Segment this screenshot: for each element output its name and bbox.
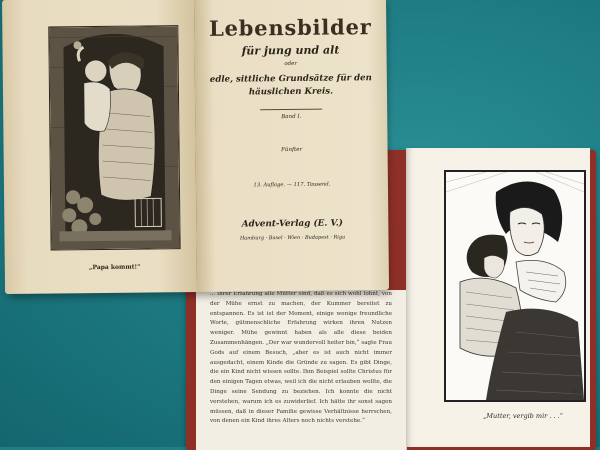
frontispiece-illustration: [48, 25, 180, 250]
publisher-name: Advent-Verlag (E. V.): [204, 218, 380, 230]
book-subtitle-oder: oder: [203, 60, 379, 68]
volume-label: Band I.: [203, 113, 379, 121]
svg-text:RG: RG: [572, 389, 582, 396]
book-subtitle-line3-text: häuslichen Kreis.: [203, 85, 379, 100]
illustration-caption: „Mutter, vergib mir . . .“: [468, 412, 578, 420]
book-subtitle-line2-text: edle, sittliche Grundsätze für den: [203, 72, 379, 87]
book-title: Lebensbilder: [202, 14, 378, 41]
back-book-right-page: [406, 148, 590, 447]
front-book-left-page: [2, 0, 197, 294]
mother-child-illustration: [444, 170, 586, 402]
window-scene-engraving: [49, 26, 179, 249]
back-book-left-page: [196, 290, 407, 450]
frontispiece-caption: „Papa kommt!“: [75, 263, 155, 271]
volume-ordinal: Fünfter: [204, 146, 380, 154]
back-book-page-text: ... ihrer Erfahrung alle Mütter sind, daß es sich wohl lohnt, von der Mühe ernst zu machen, der Kummer bereitet zu entspannen. Es ist ist der Moment, einige wenige freundliche Worte, gütmenschliche Erfahrung wirken ihren Nutzen weniger. Mühe gewinnt haben als alle diese beiden Zusammenhängen. „Der war wundervoll heiter bin,“ sagte Frau Gods auf einem Besuch, „aber es ist auch nicht immer ausgedacht, einem Kinde die Gründe zu sagen. Es gibt Dinge, die ein Kind nicht wissen sollte. Ihm Beispiel sollte Christus für den einigen Tagen etwas, weil ich die nicht erlauben wollte, die Dinge seine Sendung zu beziehen. Ich konnte die nicht verstehen, warum ich es zuwiderlief. Ich hätte ihr sonst sagen müssen, daß in dieser Familie gewisse Verhältnisse herrschen, von denen ein Kind ihres Alters noch nichts verstehe.“: [210, 290, 392, 427]
front-book: [2, 0, 389, 298]
publisher-cities: Hamburg · Basel · Wien · Budapest · Riga: [204, 234, 380, 242]
edition-line: 13. Auflage. — 117. Tausend.: [204, 181, 380, 189]
book-subtitle-line2: [203, 72, 379, 100]
book-subtitle-line1: für jung und alt: [202, 43, 378, 58]
mother-child-engraving: [446, 172, 584, 400]
